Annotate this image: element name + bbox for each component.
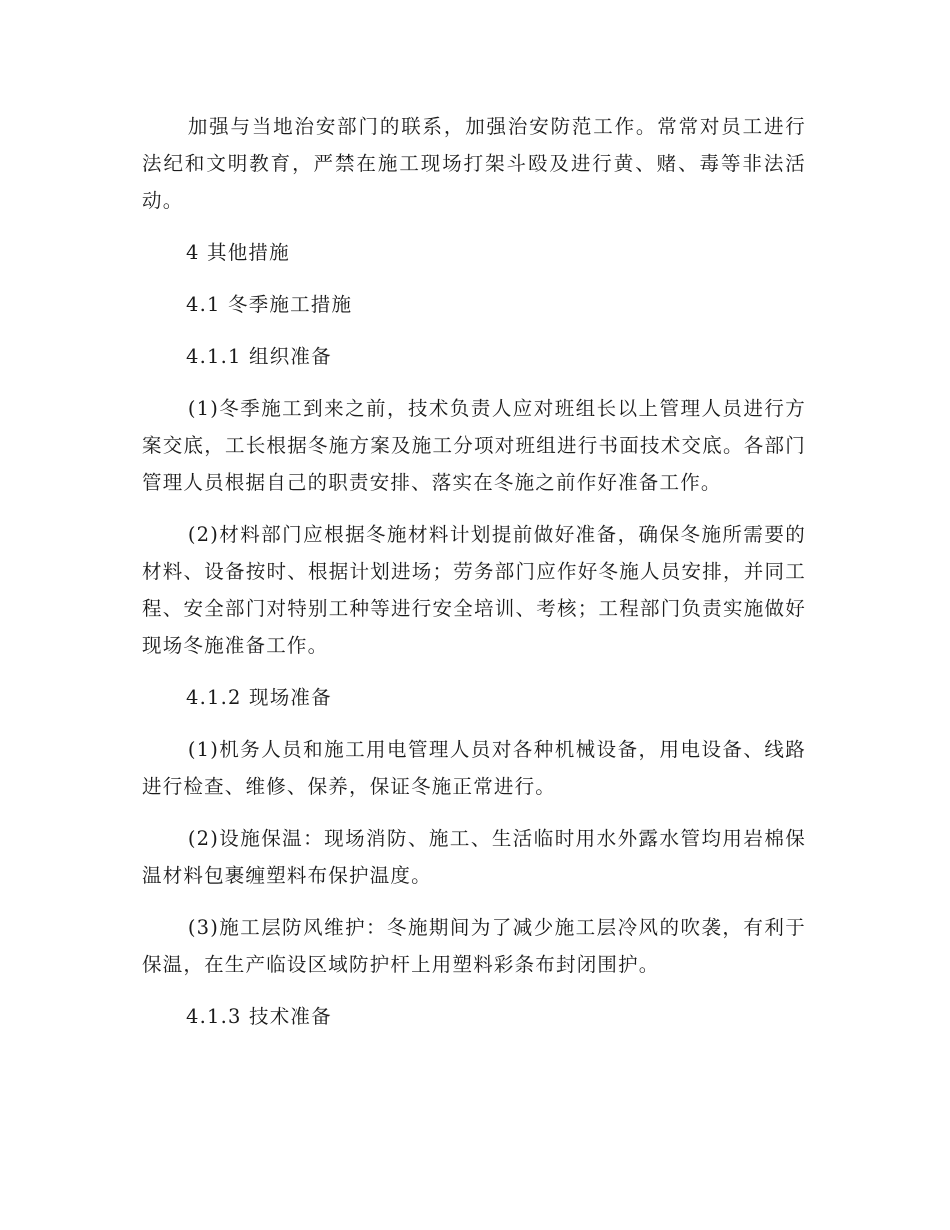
paragraph-4-1-2-2: (2)设施保温：现场消防、施工、生活临时用水外露水管均用岩棉保温材料包裹缠塑料布保护温度。 <box>142 827 806 887</box>
heading-4-1-3: 4.1.3 技术准备 <box>186 1005 332 1028</box>
paragraph-public-security: 加强与当地治安部门的联系，加强治安防范工作。常常对员工进行法纪和文明教育，严禁在施工现场打架斗殴及进行黄、赌、毒等非法活动。 <box>142 115 806 212</box>
heading-4-1: 4.1 冬季施工措施 <box>186 293 353 316</box>
document-page <box>142 108 806 1050</box>
heading-4-1-2: 4.1.2 现场准备 <box>186 686 332 709</box>
heading-4-1-1: 4.1.1 组织准备 <box>186 345 332 368</box>
paragraph-4-1-2-1: (1)机务人员和施工用电管理人员对各种机械设备，用电设备、线路进行检查、维修、保养，保证冬施正常进行。 <box>142 738 806 798</box>
heading-4: 4 其他措施 <box>186 241 290 264</box>
paragraph-4-1-2-3: (3)施工层防风维护：冬施期间为了减少施工层冷风的吹袭，有利于保温，在生产临设区域防护杆上用塑料彩条布封闭围护。 <box>142 916 806 976</box>
paragraph-4-1-1-1: (1)冬季施工到来之前，技术负责人应对班组长以上管理人员进行方案交底，工长根据冬施方案及施工分项对班组进行书面技术交底。各部门管理人员根据自己的职责安排、落实在冬施之前作好准备工作。 <box>142 397 806 494</box>
paragraph-4-1-1-2: (2)材料部门应根据冬施材料计划提前做好准备，确保冬施所需要的材料、设备按时、根据计划进场；劳务部门应作好冬施人员安排，并同工程、安全部门对特别工种等进行安全培训、考核；工程部门负责实施做好现场冬施准备工作。 <box>142 523 806 657</box>
